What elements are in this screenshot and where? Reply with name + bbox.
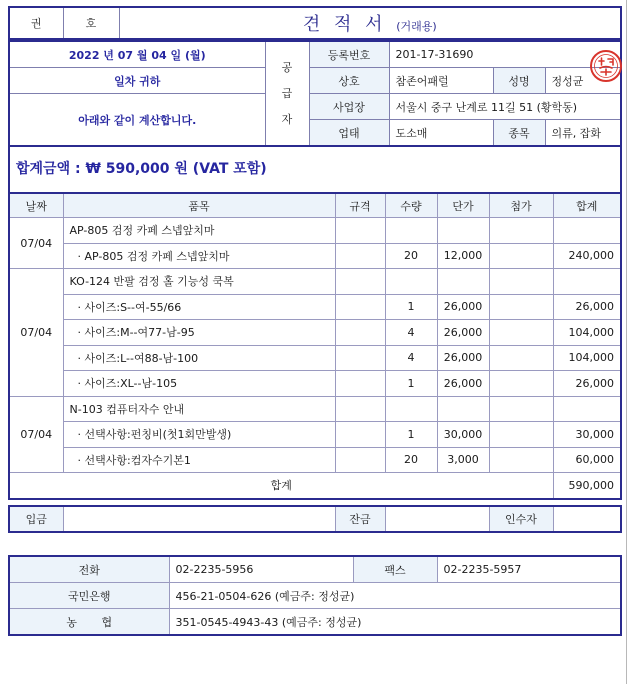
title-text: 견 적 서 bbox=[302, 14, 387, 35]
bank1-account: 456-21-0504-626 (예금주: 정성균) bbox=[169, 583, 621, 609]
row-price: 26,000 bbox=[437, 294, 489, 320]
row-total: 104,000 bbox=[553, 320, 621, 346]
table-row bbox=[9, 269, 621, 295]
row-spec bbox=[335, 422, 385, 448]
table-row bbox=[9, 218, 621, 244]
fax-value: 02-2235-5957 bbox=[437, 556, 621, 583]
row-qty: 20 bbox=[385, 243, 437, 269]
bank2-account: 351-0545-4943-43 (예금주: 정성균) bbox=[169, 609, 621, 636]
row-spec bbox=[335, 447, 385, 473]
row-qty bbox=[385, 218, 437, 244]
items-table bbox=[8, 192, 622, 500]
row-extra bbox=[489, 320, 553, 346]
row-total bbox=[553, 218, 621, 244]
total-amount-box bbox=[8, 144, 622, 194]
items-header-row bbox=[9, 193, 621, 218]
row-extra bbox=[489, 422, 553, 448]
document-title bbox=[119, 7, 621, 39]
payment-row bbox=[8, 505, 622, 533]
ceo-name-value: 정성균 bbox=[545, 68, 621, 94]
row-price: 26,000 bbox=[437, 320, 489, 346]
address-label: 사업장 bbox=[309, 94, 389, 120]
total-amount: 합계금액 : ₩ 590,000 원 (VAT 포함) bbox=[16, 161, 267, 177]
row-price: 3,000 bbox=[437, 447, 489, 473]
header-price: 단가 bbox=[437, 193, 489, 218]
supplier-label-2: 급 bbox=[281, 86, 293, 100]
header-item: 품목 bbox=[63, 193, 335, 218]
row-price: 26,000 bbox=[437, 345, 489, 371]
row-price bbox=[437, 218, 489, 244]
supplier-label-3: 자 bbox=[281, 112, 293, 126]
row-qty: 1 bbox=[385, 294, 437, 320]
row-extra bbox=[489, 243, 553, 269]
row-qty: 4 bbox=[385, 345, 437, 371]
row-spec bbox=[335, 345, 385, 371]
row-date: 07/04 bbox=[9, 218, 63, 269]
row-item-name: · 선택사항:펀칭비(첫1회만발생) bbox=[63, 422, 335, 448]
row-total: 26,000 bbox=[553, 294, 621, 320]
row-extra bbox=[489, 218, 553, 244]
row-spec bbox=[335, 371, 385, 397]
row-total bbox=[553, 269, 621, 295]
addressee: 일차 귀하 bbox=[9, 68, 265, 94]
address-value: 서울시 중구 난계로 11길 51 (황학동) bbox=[389, 94, 621, 120]
deposit-label: 입금 bbox=[9, 506, 63, 532]
row-item-name: · AP-805 검정 카페 스넵앞치마 bbox=[63, 243, 335, 269]
row-item-name: N-103 컴퓨터자수 안내 bbox=[63, 396, 335, 422]
sum-row bbox=[9, 473, 621, 499]
document-header bbox=[8, 6, 622, 40]
phone-value: 02-2235-5956 bbox=[169, 556, 353, 583]
row-total: 60,000 bbox=[553, 447, 621, 473]
row-spec bbox=[335, 396, 385, 422]
supplier-label-1: 공 bbox=[281, 60, 293, 74]
row-date: 07/04 bbox=[9, 269, 63, 397]
ceo-name-label: 성명 bbox=[493, 68, 545, 94]
row-extra bbox=[489, 396, 553, 422]
balance-value bbox=[385, 506, 489, 532]
company-label: 상호 bbox=[309, 68, 389, 94]
biz-item-value: 의류, 잡화 bbox=[545, 120, 621, 147]
table-row bbox=[9, 396, 621, 422]
row-qty: 4 bbox=[385, 320, 437, 346]
row-item-name: KO-124 반팔 검정 홀 기능성 쿡복 bbox=[63, 269, 335, 295]
row-qty: 1 bbox=[385, 422, 437, 448]
table-row bbox=[9, 294, 621, 320]
contact-section bbox=[8, 555, 622, 636]
reg-no-label: 등록번호 bbox=[309, 41, 389, 68]
date-field: 2022 년 07 월 04 일 (월) bbox=[9, 41, 265, 68]
row-total: 30,000 bbox=[553, 422, 621, 448]
row-price: 26,000 bbox=[437, 371, 489, 397]
biz-type-label: 업태 bbox=[309, 120, 389, 147]
bank1-label: 국민은행 bbox=[9, 583, 169, 609]
phone-label: 전화 bbox=[9, 556, 169, 583]
row-spec bbox=[335, 269, 385, 295]
header-total: 합계 bbox=[553, 193, 621, 218]
company-seal-icon bbox=[589, 49, 623, 83]
row-item-name: · 사이즈:L--여88-남-100 bbox=[63, 345, 335, 371]
row-price: 12,000 bbox=[437, 243, 489, 269]
row-price: 30,000 bbox=[437, 422, 489, 448]
info-section bbox=[8, 40, 622, 147]
row-extra bbox=[489, 294, 553, 320]
row-item-name: · 사이즈:M--여77-남-95 bbox=[63, 320, 335, 346]
row-extra bbox=[489, 269, 553, 295]
biz-item-label: 종목 bbox=[493, 120, 545, 147]
greeting-message: 아래와 같이 계산합니다. bbox=[9, 94, 265, 147]
table-row bbox=[9, 243, 621, 269]
table-row bbox=[9, 320, 621, 346]
row-spec bbox=[335, 243, 385, 269]
row-item-name: AP-805 검정 카페 스넵앞치마 bbox=[63, 218, 335, 244]
bank2-label: 농 협 bbox=[9, 609, 169, 636]
header-date: 날짜 bbox=[9, 193, 63, 218]
row-total: 104,000 bbox=[553, 345, 621, 371]
table-row bbox=[9, 447, 621, 473]
receiver-label: 인수자 bbox=[489, 506, 553, 532]
row-extra bbox=[489, 447, 553, 473]
row-qty bbox=[385, 396, 437, 422]
row-qty: 1 bbox=[385, 371, 437, 397]
number-label: 호 bbox=[63, 7, 119, 39]
row-item-name: · 사이즈:S--여-55/66 bbox=[63, 294, 335, 320]
row-extra bbox=[489, 345, 553, 371]
header-extra: 첨가 bbox=[489, 193, 553, 218]
table-row bbox=[9, 371, 621, 397]
row-spec bbox=[335, 218, 385, 244]
row-item-name: · 선택사항:컴자수기본1 bbox=[63, 447, 335, 473]
row-date: 07/04 bbox=[9, 396, 63, 473]
volume-label: 권 bbox=[9, 7, 63, 39]
sum-label: 합계 bbox=[9, 473, 553, 499]
supplier-section-label bbox=[265, 41, 309, 146]
header-qty: 수량 bbox=[385, 193, 437, 218]
items-body bbox=[9, 218, 621, 473]
row-price bbox=[437, 396, 489, 422]
row-spec bbox=[335, 294, 385, 320]
row-item-name: · 사이즈:XL--남-105 bbox=[63, 371, 335, 397]
row-total bbox=[553, 396, 621, 422]
page-edge-divider bbox=[626, 0, 627, 684]
row-extra bbox=[489, 371, 553, 397]
company-value: 참존어패럴 bbox=[389, 68, 493, 94]
deposit-value bbox=[63, 506, 335, 532]
header-spec: 규격 bbox=[335, 193, 385, 218]
row-qty: 20 bbox=[385, 447, 437, 473]
fax-label: 팩스 bbox=[353, 556, 437, 583]
row-price bbox=[437, 269, 489, 295]
biz-type-value: 도소매 bbox=[389, 120, 493, 147]
receiver-value bbox=[553, 506, 621, 532]
balance-label: 잔금 bbox=[335, 506, 385, 532]
title-note: (거래용) bbox=[396, 20, 437, 33]
sum-value: 590,000 bbox=[553, 473, 621, 499]
row-total: 240,000 bbox=[553, 243, 621, 269]
row-spec bbox=[335, 320, 385, 346]
row-total: 26,000 bbox=[553, 371, 621, 397]
row-qty bbox=[385, 269, 437, 295]
table-row bbox=[9, 345, 621, 371]
reg-no-value: 201-17-31690 bbox=[389, 41, 621, 68]
table-row bbox=[9, 422, 621, 448]
